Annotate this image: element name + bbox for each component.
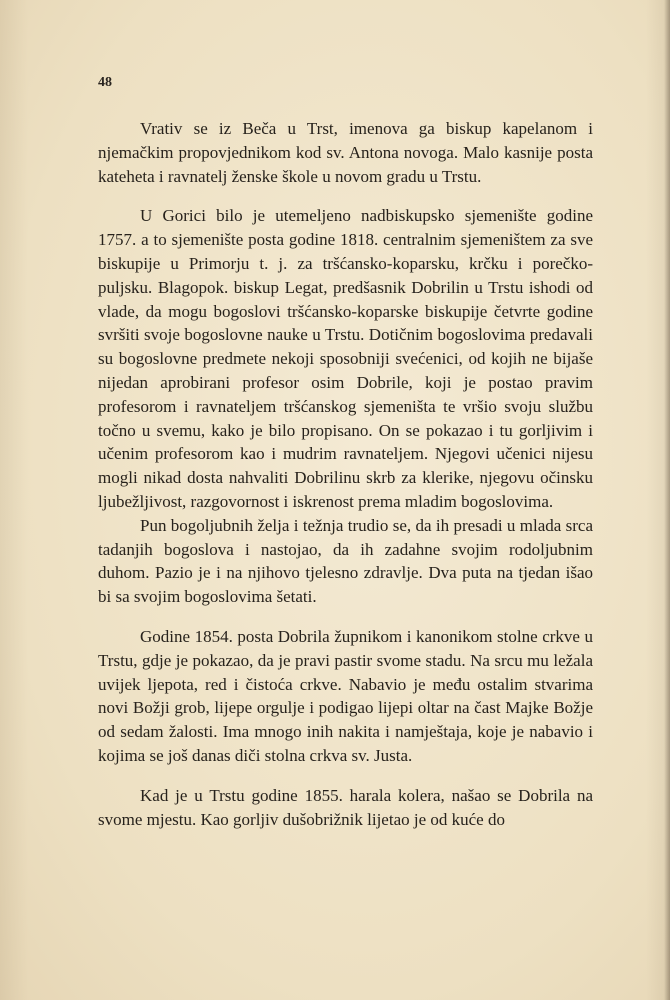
paragraph-3: Pun bogoljubnih želja i težnja trudio se, da ih presadi u mlada srca tadanjih bogoslova i nastojao, da ih zadahne svojim rodoljubnim duhom. Pazio je i na njihovo tjelesno zdravlje. Dva puta na tjedan išao bi sa svojim bogoslovima šetati. [98,515,593,607]
page-number: 48 [98,75,112,90]
paragraph-4: Godine 1854. posta Dobrila župnikom i kanonikom stolne crkve u Trstu, gdje je pokazao, da je pravi pastir svome stadu. Na srcu mu ležala uvijek ljepota, red i čistoća crkve. Nabavio je među ostalim stvarima novi Božji grob, lijepe orgulje i podigao lijepi oltar na čast Majke Božje od sedam žalosti. Ima mnogo inih nakita i namještaja, koje je nabavio i kojima se još danas diči stolna crkva sv. Justa. [98,626,593,765]
page-edge-shadow [664,0,670,1000]
body-text [98,117,593,831]
paragraph-2: U Gorici bilo je utemeljeno nadbiskupsko sjemenište godine 1757. a to sjemenište posta godine 1818. centralnim sjemeništem za sve biskupije u Primorju t. j. za tršćansko-koparsku, krčku i porečko-puljsku. Blagopok. biskup Legat, predšasnik Dobrilin u Trstu ishodi od vlade, da mogu bogoslovi tršćansko-koparske biskupije četvrte godine svršiti svoje bogoslovne nauke u Trstu. Dotičnim bogoslovima predavali su bogoslovne predmete nekoji sposobniji svećenici, od kojih ne bijaše nijedan aprobirani profesor osim Dobrile, koji je postao pravim profesorom i ravnateljem tršćanskog sjemeništa te vršio svoju službu točno u svemu, kako je bilo propisano. On se pokazao i tu gorljivim i učenim profesorom kao i mudrim ravnateljem. Njegovi učenici nijesu mogli nikad dosta nahvaliti Dobrilinu skrb za klerike, njegovu očinsku ljubežljivost, razgovornost i iskrenost prema mladim bogoslovima. [98,206,593,511]
paragraph-1: Vrativ se iz Beča u Trst, imenova ga biskup kapelanom i njemačkim propovjednikom kod sv. Antona novoga. Malo kasnije posta kateheta i ravnatelj ženske škole u novom gradu u Trstu. [98,119,593,186]
paragraph-5: Kad je u Trstu godine 1855. harala kolera, našao se Dobrila na svome mjestu. Kao gorljiv dušobrižnik lijetao je od kuće do [98,785,593,829]
